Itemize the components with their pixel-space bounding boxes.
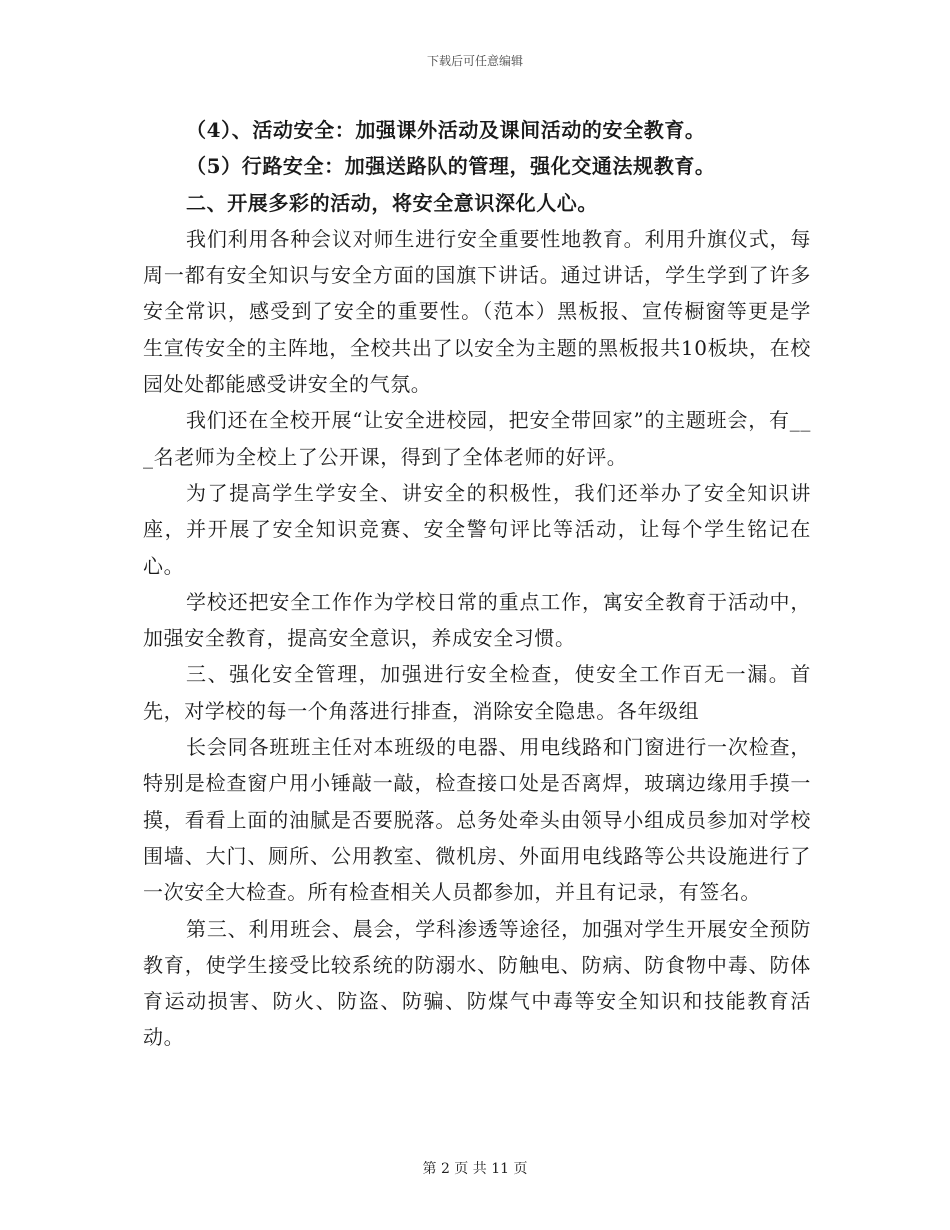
document-body bbox=[143, 112, 811, 1056]
paragraph-inspection: 长会同各班班主任对本班级的电器、用电线路和门窗进行一次检查，特别是检查窗户用小锤敲一敲，检查接口处是否离焊，玻璃边缘用手摸一摸，看看上面的油腻是否要脱落。总务处牵头由领导小组成员参加对学校围墙、大门、厕所、公用教室、微机房、外面用电线路等公共设施进行了一次安全大检查。所有检查相关人员都参加，并且有记录，有签名。 bbox=[143, 735, 811, 905]
paragraph-daily-work: 学校还把安全工作作为学校日常的重点工作，寓安全教育于活动中，加强安全教育，提高安全意识，养成安全习惯。 bbox=[143, 589, 811, 651]
section-heading-two: 二、开展多彩的活动，将安全意识深化人心。 bbox=[186, 190, 598, 215]
paragraph-meetings: 我们利用各种会议对师生进行安全重要性地教育。利用升旗仪式，每周一都有安全知识与安全方面的国旗下讲话。通过讲话，学生学到了许多安全常识，感受到了安全的重要性。（范本）黑板报、宣传橱窗等更是学生宣传安全的主阵地，全校共出了以安全为主题的黑板报共10板块，在校园处处都能感受讲安全的气氛。 bbox=[143, 226, 811, 397]
paragraph-class-meeting: 我们还在全校开展“让安全进校园，把安全带回家”的主题班会，有___名老师为全校上了公开课，得到了全体老师的好评。 bbox=[143, 408, 811, 469]
paragraph-activity-safety: （4）、活动安全：加强课外活动及课间活动的安全教育。 bbox=[186, 118, 706, 142]
section-heading-three: 三、强化安全管理，加强进行安全检查，使安全工作百无一漏。首先，对学校的每一个角落进行排查，消除安全隐患。各年级组 bbox=[143, 662, 811, 723]
page-number-footer: 第 2 页 共 11 页 bbox=[422, 1161, 528, 1177]
paragraph-road-safety: （5）行路安全：加强送路队的管理，强化交通法规教育。 bbox=[186, 154, 716, 179]
page-header-note: 下载后可任意编辑 bbox=[426, 54, 523, 68]
paragraph-prevention-education: 第三、利用班会、晨会，学科渗透等途径，加强对学生开展安全预防教育，使学生接受比较系统的防溺水、防触电、防病、防食物中毒、防体育运动损害、防火、防盗、防骗、防煤气中毒等安全知识和技能教育活动。 bbox=[143, 916, 811, 1050]
paragraph-lectures: 为了提高学生学安全、讲安全的积极性，我们还举办了安全知识讲座，并开展了安全知识竞赛、安全警句评比等活动，让每个学生铭记在心。 bbox=[143, 480, 811, 578]
